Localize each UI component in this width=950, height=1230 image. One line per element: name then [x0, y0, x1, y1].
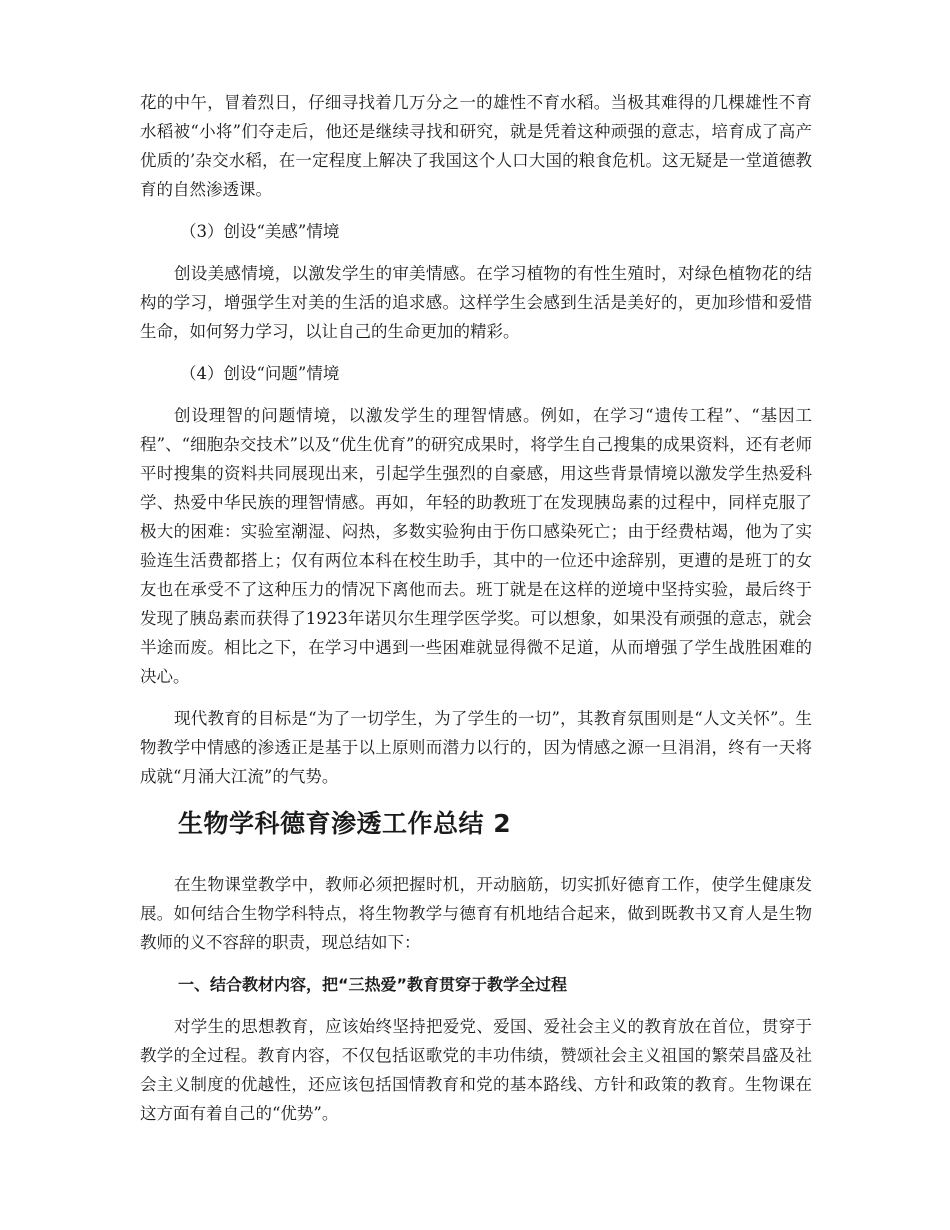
- spacer: [140, 388, 812, 401]
- paragraph-ideological-education: 对学生的思想教育，应该始终坚持把爱党、爱国、爱社会主义的教育放在首位，贯穿于教学的全过程。教育内容，不仅包括讴歌党的丰功伟绩，赞颂社会主义祖国的繁荣昌盛及社会主义制度的优越性，还应该包括国情教育和党的基本路线、方针和政策的教育。生物课在这方面有着自己的“优势”。: [140, 1017, 812, 1123]
- subheading-problem-situation: （4）创设“问题”情境: [180, 364, 340, 383]
- section-title: 生物学科德育渗透工作总结 2: [178, 809, 512, 838]
- spacer: [140, 346, 812, 359]
- spacer: [140, 857, 812, 870]
- spacer: [140, 841, 812, 857]
- paragraph-intro: 在生物课堂教学中，教师必须把握时机，开动脑筋，切实抓好德育工作，使学生健康发展。如何结合生物学科特点，将生物教学与德育有机地结合起来，做到既教书又育人是生物教师的义不容辞的职责，现总结如下：: [140, 875, 812, 952]
- subheading-aesthetic-situation: （3）创设“美感”情境: [180, 222, 340, 241]
- paragraph-problem: 创设理智的问题情境，以激发学生的理智情感。例如，在学习“遗传工程”、“基因工程”、“细胞杂交技术”以及“优生优育”的研究成果时，将学生自己搜集的成果资料，还有老师平时搜集的资料共同展现出来，引起学生强烈的自豪感，用这些背景情境以激发学生热爱科学、热爱中华民族的理智情感。再如，年轻的助教班丁在发现胰岛素的过程中，同样克服了极大的困难：实验室潮湿、闷热，多数实验狗由于伤口感染死亡；由于经费枯竭，他为了实验连生活费都搭上；仅有两位本科在校生助手，其中的一位还中途辞别，更遭的是班丁的女友也在承受不了这种压力的情况下离他而去。班丁就是在这样的逆境中坚持实验，最后终于发现了胰岛素而获得了1923年诺贝尔生理学医学奖。可以想象，如果没有顽强的意志，就会半途而废。相比之下，在学习中遇到一些困难就显得微不足道，从而增强了学生战胜困难的决心。: [140, 406, 812, 686]
- spacer: [140, 999, 812, 1012]
- spacer: [140, 957, 812, 970]
- paragraph-modern-education: 现代教育的目标是“为了一切学生，为了学生的一切”，其教育氛围则是“人文关怀”。生物教学中情感的渗透正是基于以上原则而潜力以行的，因为情感之源一旦涓涓，终有一天将成就“月涌大江流”的气势。: [140, 709, 812, 786]
- section-heading-three-loves: 一、结合教材内容，把“三热爱”教育贯穿于教学全过程: [178, 975, 568, 994]
- paragraph-aesthetic: 创设美感情境，以激发学生的审美情感。在学习植物的有性生殖时，对绿色植物花的结构的学习，增强学生对美的生活的追求感。这样学生会感到生活是美好的，更加珍惜和爱惜生命，如何努力学习，以让自己的生命更加的精彩。: [140, 264, 812, 341]
- spacer: [140, 791, 812, 807]
- spacer: [140, 204, 812, 217]
- paragraph-rice-story: 花的中午，冒着烈日，仔细寻找着几万分之一的雄性不育水稻。当极其难得的几棵雄性不育水稻被“小将”们夺走后，他还是继续寻找和研究，就是凭着这种顽强的意志，培育成了高产优质的’杂交水稻，在一定程度上解决了我国这个人口大国的粮食危机。这无疑是一堂道德教育的自然渗透课。: [140, 93, 812, 199]
- spacer: [140, 691, 812, 704]
- spacer: [140, 246, 812, 259]
- document-body: [140, 88, 812, 1128]
